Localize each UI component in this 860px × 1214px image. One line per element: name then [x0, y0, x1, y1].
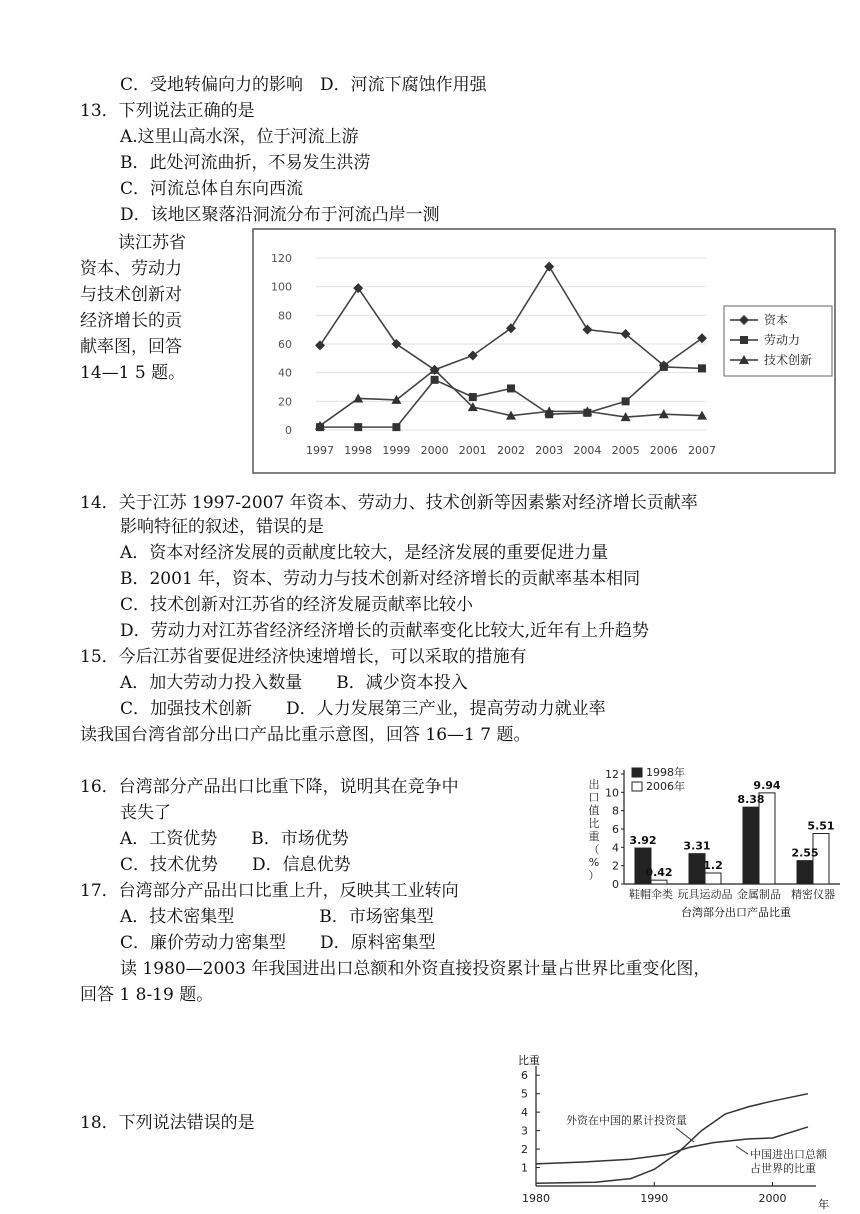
q15-options-ab: A．加大劳动力投入数量 B．减少资本投入	[120, 673, 468, 693]
q14-option-b: B．2001 年，资本、劳动力与技术创新对经济增长的贡献率基本相同	[120, 569, 641, 589]
y-tick-label: 40	[278, 366, 292, 380]
data-label: 1.2	[703, 859, 723, 872]
y-tick-label: 8	[612, 804, 619, 818]
data-label: 3.31	[683, 839, 711, 853]
data-point	[622, 397, 630, 405]
annotation-leader	[676, 1128, 694, 1142]
legend-label: 技术创新	[764, 353, 813, 367]
bar	[797, 861, 813, 884]
y-tick-label: 0	[612, 878, 619, 891]
legend-label: 劳动力	[764, 333, 801, 347]
q13-option-b: B．此处河流曲折，不易发生洪涝	[120, 153, 371, 173]
y-label-char: ）	[588, 869, 600, 882]
data-point	[469, 393, 477, 401]
category-label: 玩具运动品	[677, 888, 733, 901]
legend-label: 2006年	[646, 780, 685, 793]
q15-stem: 15．今后江苏省要促进经济快速增增长，可以采取的措施有	[80, 647, 527, 667]
x-tick-label: 1980	[522, 1192, 550, 1205]
y-label-char: %	[588, 856, 600, 869]
chart-xlabel: 台湾部分出口产品比重	[681, 906, 791, 919]
q17-options-ab: A．技术密集型 B．市场密集型	[120, 907, 434, 927]
y-label-char: 出	[588, 778, 600, 791]
y-tick-label: 10	[605, 786, 619, 800]
x-tick-label: 2004	[573, 444, 602, 457]
x-tick-label: 1999	[382, 444, 411, 457]
data-label: 5.51	[807, 819, 835, 833]
y-tick-label: 100	[271, 280, 292, 294]
data-label: 9.94	[753, 778, 781, 792]
y-label-char: 值	[588, 804, 600, 817]
q14-option-a: A．资本对经济发展的贡献度比较大，是经济发展的重要促进力量	[120, 543, 609, 563]
legend-label: 1998年	[646, 766, 685, 779]
y-label-char: （	[588, 843, 600, 856]
q13-option-a: A.这里山高水深，位于河流上游	[120, 127, 359, 147]
chart-xlabel: 年	[818, 1198, 829, 1211]
y-tick-label: 4	[521, 1106, 528, 1120]
q14-option-c: C．技术创新对江苏省的经济发屣贡献率比较小	[120, 595, 474, 615]
category-label: 精密仪器	[791, 888, 835, 901]
y-label-char: 重	[588, 830, 600, 843]
intro14-line: 献率图，回答	[80, 337, 182, 357]
legend-swatch	[632, 768, 642, 777]
category-label: 金属制品	[737, 888, 781, 901]
q17-options-cd: C．廉价劳动力密集型 D．原料密集型	[120, 933, 436, 953]
x-tick-label: 2006	[649, 444, 678, 457]
intro16: 读我国台湾省部分出口产品比重示意图，回答 16—1 7 题。	[80, 725, 531, 745]
annotation-leader	[736, 1146, 748, 1154]
q14-stem: 14．关于江苏 1997-2007 年资本、劳动力、技术创新等因素紫对经济增长贡献率	[80, 493, 698, 513]
data-label: 2.55	[791, 846, 819, 860]
x-tick-label: 1990	[640, 1192, 669, 1205]
q13-option-d: D．该地区聚落沿洞流分布于河流凸岸一测	[120, 205, 440, 225]
q12-options-cd: C．受地转偏向力的影响 D．河流下腐蚀作用强	[120, 75, 487, 95]
y-tick-label: 6	[612, 823, 619, 836]
data-point	[354, 423, 362, 431]
y-tick-label: 120	[271, 252, 292, 265]
x-tick-label: 1997	[306, 444, 334, 457]
y-tick-label: 12	[605, 768, 619, 781]
y-tick-label: 2	[521, 1143, 528, 1157]
data-label: 3.92	[629, 834, 657, 848]
q13-option-c: C．河流总体自东向西流	[120, 179, 304, 199]
y-tick-label: 80	[278, 309, 292, 323]
y-tick-label: 0	[285, 424, 292, 437]
q16-stem: 16．台湾部分产品出口比重下降，说明其在竞争中	[80, 777, 459, 797]
q15-options-cd: C．加强技术创新 D．人力发展第三产业，提高劳动力就业率	[120, 699, 606, 719]
data-label: 0.42	[645, 866, 673, 880]
x-tick-label: 2000	[420, 444, 449, 457]
x-tick-label: 2003	[535, 444, 564, 457]
x-tick-label: 2000	[758, 1192, 787, 1205]
q13-stem: 13．下列说法正确的是	[80, 101, 255, 121]
data-point	[431, 376, 439, 384]
data-point	[660, 363, 668, 371]
data-point	[507, 384, 515, 392]
y-tick-label: 2	[612, 859, 619, 873]
intro14-line: 读江苏省	[118, 233, 186, 253]
intro18-line1: 读 1980—2003 年我国进出口总额和外资直接投资累计量占世界比重变化图，	[120, 959, 711, 979]
intro18-line2: 回答 1 8-19 题。	[80, 985, 214, 1005]
y-tick-label: 5	[521, 1087, 528, 1101]
y-label-char: 口	[588, 791, 600, 804]
bar	[651, 880, 667, 884]
series-annotation: 外资在中国的累计投资量	[566, 1114, 687, 1127]
bar	[759, 793, 775, 884]
china-trade-share-chart	[504, 1050, 842, 1212]
q14-stem-cont: 影响特征的叙述，错误的是	[120, 517, 324, 537]
intro14-line: 经济增长的贡	[80, 311, 182, 331]
q17-stem: 17．台湾部分产品出口比重上升，反映其工业转向	[80, 881, 459, 901]
series-annotation: 中国进出口总额	[750, 1148, 827, 1161]
category-label: 鞋帽伞类	[629, 888, 673, 901]
contribution-line-chart	[252, 228, 836, 474]
x-tick-label: 2007	[688, 444, 716, 457]
y-tick-label: 3	[521, 1124, 528, 1138]
data-point	[392, 423, 400, 431]
y-label-char: 比	[588, 817, 600, 830]
data-point	[698, 364, 706, 372]
q14-option-d: D．劳动力对江苏省经济经济增长的贡献率变化比较大,近年有上升趋势	[120, 621, 650, 641]
q18-stem: 18．下列说法错误的是	[80, 1113, 255, 1133]
x-tick-label: 1998	[344, 444, 373, 457]
x-tick-label: 2002	[497, 444, 525, 457]
series-annotation: 占世界的比重	[750, 1162, 816, 1175]
intro14-line: 与技术创新对	[80, 285, 182, 305]
q16-stem-cont: 丧失了	[120, 803, 171, 823]
legend-label: 资本	[764, 313, 789, 327]
x-tick-label: 2001	[458, 444, 487, 457]
chart-ylabel: 比重	[518, 1054, 540, 1067]
y-tick-label: 6	[521, 1069, 528, 1083]
y-tick-label: 1	[521, 1161, 528, 1175]
bar	[743, 807, 759, 884]
y-tick-label: 20	[278, 395, 292, 409]
y-tick-label: 60	[278, 338, 292, 351]
data-label: 8.38	[737, 793, 765, 807]
legend-marker	[740, 336, 748, 344]
taiwan-export-bar-chart	[584, 762, 846, 922]
intro14-line: 资本、劳动力	[80, 259, 182, 279]
legend-swatch	[632, 782, 642, 791]
intro14-line: 14—1 5 题。	[80, 363, 186, 383]
y-tick-label: 4	[612, 841, 619, 855]
bar	[705, 873, 721, 884]
q16-options-cd: C．技术优势 D．信息优势	[120, 855, 351, 875]
q16-options-ab: A．工资优势 B．市场优势	[120, 829, 349, 849]
x-tick-label: 2005	[611, 444, 640, 457]
